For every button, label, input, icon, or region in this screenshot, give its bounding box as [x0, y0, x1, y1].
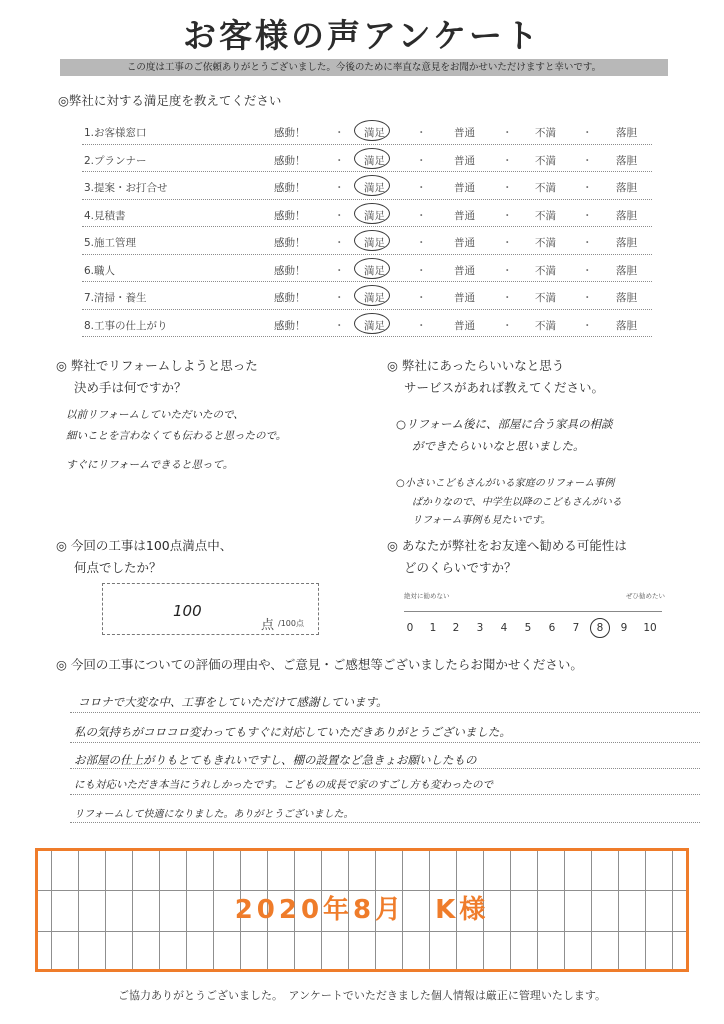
option-manzoku[interactable]: 満足 [364, 127, 385, 139]
option-fuman[interactable]: 不満 [535, 209, 556, 222]
satisfaction-row [82, 200, 652, 228]
option-manzoku[interactable]: 満足 [364, 319, 385, 332]
recommend-question: ◎ あなたが弊社をお友達へ勧める可能性は [387, 538, 627, 553]
comment-line [70, 822, 700, 823]
signature-grid-box [35, 848, 689, 972]
option-manzoku[interactable]: 満足 [364, 264, 385, 277]
decision-question-cont: 決め手は何ですか？ [74, 380, 187, 395]
comment-line [70, 712, 700, 713]
decision-answer-line: 以前リフォームしていただいたので、 [66, 409, 244, 421]
service-answer-line: ばかりなので、中学生以降のこどもさんがいる [412, 497, 622, 508]
service-question-cont: サービスがあれば教えてください。 [404, 380, 605, 395]
option-futsuu[interactable]: 普通 [454, 209, 475, 222]
satisfaction-row [82, 172, 652, 200]
comment-line [70, 768, 700, 769]
separator: ・ [582, 292, 593, 304]
scale-line [404, 611, 662, 612]
score-max: /100点 [278, 619, 304, 628]
satisfaction-row [82, 282, 652, 310]
comment-text-line: コロナで大変な中、工事をしていただけて感謝しています。 [78, 695, 388, 709]
separator: ・ [416, 237, 427, 249]
satisfaction-row [82, 117, 652, 145]
separator: ・ [582, 182, 593, 194]
option-futsuu[interactable]: 普通 [454, 237, 475, 249]
option-rakutan[interactable]: 落胆 [616, 209, 637, 222]
option-futsuu[interactable]: 普通 [454, 127, 475, 139]
option-rakutan[interactable]: 落胆 [616, 319, 637, 332]
comment-text-line: リフォームして快適になりました。ありがとうございました。 [74, 809, 354, 820]
option-kandou[interactable]: 感動！ [274, 182, 306, 194]
separator: ・ [502, 292, 513, 304]
scale-number-5[interactable]: 5 [524, 622, 532, 634]
option-fuman[interactable]: 不満 [535, 237, 556, 249]
option-kandou[interactable]: 感動！ [274, 154, 306, 167]
scale-number-4[interactable]: 4 [500, 622, 508, 634]
score-value: 100 [173, 602, 202, 620]
option-fuman[interactable]: 不満 [535, 264, 556, 277]
service-answer-line: ができたらいいなと思いました。 [412, 439, 585, 453]
separator: ・ [334, 182, 345, 194]
score-question: ◎ 今回の工事は100点満点中、 [56, 538, 233, 553]
option-manzoku[interactable]: 満足 [364, 237, 385, 249]
score-question-cont: 何点でしたか？ [74, 560, 162, 575]
option-futsuu[interactable]: 普通 [454, 319, 475, 332]
option-rakutan[interactable]: 落胆 [616, 264, 637, 277]
option-rakutan[interactable]: 落胆 [616, 237, 637, 249]
option-rakutan[interactable]: 落胆 [616, 127, 637, 139]
separator: ・ [416, 319, 427, 332]
selection-circle-mark [354, 285, 390, 306]
option-fuman[interactable]: 不満 [535, 127, 556, 139]
scale-number-1[interactable]: 1 [429, 622, 437, 634]
scale-high-label: ぜひ勧めたい [626, 592, 665, 600]
option-kandou[interactable]: 感動！ [274, 319, 306, 332]
row-label: 3.提案・お打合せ [84, 182, 168, 194]
service-answer-line: ○小さいこどもさんがいる家庭のリフォーム事例 [396, 478, 615, 489]
option-futsuu[interactable]: 普通 [454, 292, 475, 304]
option-fuman[interactable]: 不満 [535, 292, 556, 304]
separator: ・ [582, 264, 593, 277]
selection-circle-mark [354, 230, 390, 251]
scale-low-label: 絶対に勧めない [404, 592, 450, 600]
row-label: 2.プランナー [84, 154, 147, 167]
row-label: 8.工事の仕上がり [84, 319, 168, 332]
service-answer-line: リフォーム事例も見たいです。 [412, 515, 551, 526]
separator: ・ [416, 292, 427, 304]
selection-circle-mark [354, 313, 390, 334]
service-answer-line: ○リフォーム後に、部屋に合う家具の相談 [396, 417, 613, 431]
comment-text-line: にも対応いただき本当にうれしかったです。こどもの成長で家のすごし方も変わったので [74, 779, 494, 791]
survey-title: お客様の声アンケート [182, 16, 542, 55]
selection-circle-mark [354, 120, 390, 141]
separator: ・ [334, 264, 345, 277]
selection-circle-mark [354, 258, 390, 279]
scale-number-0[interactable]: 0 [406, 622, 414, 634]
satisfaction-heading: ◎弊社に対する満足度を教えてください [58, 93, 282, 108]
separator: ・ [334, 237, 345, 249]
option-rakutan[interactable]: 落胆 [616, 182, 637, 194]
option-kandou[interactable]: 感動！ [274, 127, 306, 139]
option-fuman[interactable]: 不満 [535, 154, 556, 167]
comment-question: ◎ 今回の工事についての評価の理由や、ご意見・ご感想等ございましたらお聞かせください。 [56, 657, 583, 672]
separator: ・ [416, 154, 427, 167]
comment-text-line: 私の気持ちがコロコロ変わってもすぐに対応していただきありがとうございました。 [74, 725, 511, 739]
scale-number-8[interactable]: 8 [596, 622, 604, 634]
comment-line [70, 742, 700, 743]
separator: ・ [334, 209, 345, 222]
satisfaction-row [82, 310, 652, 338]
scale-selection-circle [590, 618, 610, 638]
separator: ・ [502, 127, 513, 139]
option-fuman[interactable]: 不満 [535, 319, 556, 332]
satisfaction-row [82, 255, 652, 283]
satisfaction-row [82, 145, 652, 173]
separator: ・ [582, 237, 593, 249]
separator: ・ [334, 127, 345, 139]
row-label: 7.清掃・養生 [84, 292, 147, 304]
option-manzoku[interactable]: 満足 [364, 182, 385, 194]
row-label: 6.職人 [84, 264, 116, 277]
option-kandou[interactable]: 感動！ [274, 264, 306, 277]
separator: ・ [502, 182, 513, 194]
separator: ・ [502, 209, 513, 222]
subtitle-bar: この度は工事のご依頼ありがとうございました。今後のために率直な意見をお聞かせいただけますと幸いです。 [60, 59, 668, 76]
option-manzoku[interactable]: 満足 [364, 292, 385, 304]
footer-note: ご協力ありがとうございました。 アンケートでいただきました個人情報は厳正に管理いたします。 [118, 989, 606, 1002]
separator: ・ [502, 319, 513, 332]
option-futsuu[interactable]: 普通 [454, 182, 475, 194]
decision-answer-line: すぐにリフォームできると思って。 [66, 459, 234, 471]
satisfaction-row [82, 227, 652, 255]
score-box[interactable] [102, 583, 319, 635]
row-label: 1.お客様窓口 [84, 127, 147, 139]
option-manzoku[interactable]: 満足 [364, 209, 385, 222]
separator: ・ [334, 319, 345, 332]
option-kandou[interactable]: 感動！ [274, 237, 306, 249]
separator: ・ [502, 264, 513, 277]
scale-number-3[interactable]: 3 [476, 622, 484, 634]
separator: ・ [502, 237, 513, 249]
separator: ・ [582, 154, 593, 167]
row-label: 5.施工管理 [84, 237, 137, 249]
selection-circle-mark [354, 203, 390, 224]
separator: ・ [416, 209, 427, 222]
separator: ・ [416, 127, 427, 139]
separator: ・ [416, 182, 427, 194]
separator: ・ [582, 127, 593, 139]
scale-number-9[interactable]: 9 [620, 622, 628, 634]
selection-circle-mark [354, 175, 390, 196]
option-futsuu[interactable]: 普通 [454, 264, 475, 277]
separator: ・ [334, 154, 345, 167]
option-fuman[interactable]: 不満 [535, 182, 556, 194]
option-rakutan[interactable]: 落胆 [616, 292, 637, 304]
comment-text-line: お部屋の仕上がりもとてもきれいですし、棚の設置など急きょお願いしたもの [74, 753, 477, 767]
option-manzoku[interactable]: 満足 [364, 154, 385, 167]
decision-question: ◎ 弊社でリフォームしようと思った [56, 358, 258, 373]
separator: ・ [582, 209, 593, 222]
service-question: ◎ 弊社にあったらいいなと思う [387, 358, 565, 373]
separator: ・ [582, 319, 593, 332]
option-rakutan[interactable]: 落胆 [616, 154, 637, 167]
decision-answer-line: 細いことを言わなくても伝わると思ったので。 [66, 430, 287, 442]
option-kandou[interactable]: 感動！ [274, 292, 306, 304]
separator: ・ [334, 292, 345, 304]
scale-number-7[interactable]: 7 [572, 622, 580, 634]
recommend-question-cont: どのくらいですか？ [404, 560, 517, 575]
scale-number-2[interactable]: 2 [452, 622, 460, 634]
comment-line [70, 794, 700, 795]
selection-circle-mark [354, 148, 390, 169]
option-kandou[interactable]: 感動！ [274, 209, 306, 222]
signature-text: 2020年8月 K様 [234, 895, 490, 925]
separator: ・ [416, 264, 427, 277]
satisfaction-table [82, 117, 652, 337]
scale-number-6[interactable]: 6 [548, 622, 556, 634]
row-label: 4.見積書 [84, 209, 126, 222]
score-unit: 点 [261, 618, 275, 633]
scale-number-10[interactable]: 10 [643, 622, 657, 634]
option-futsuu[interactable]: 普通 [454, 154, 475, 167]
separator: ・ [502, 154, 513, 167]
